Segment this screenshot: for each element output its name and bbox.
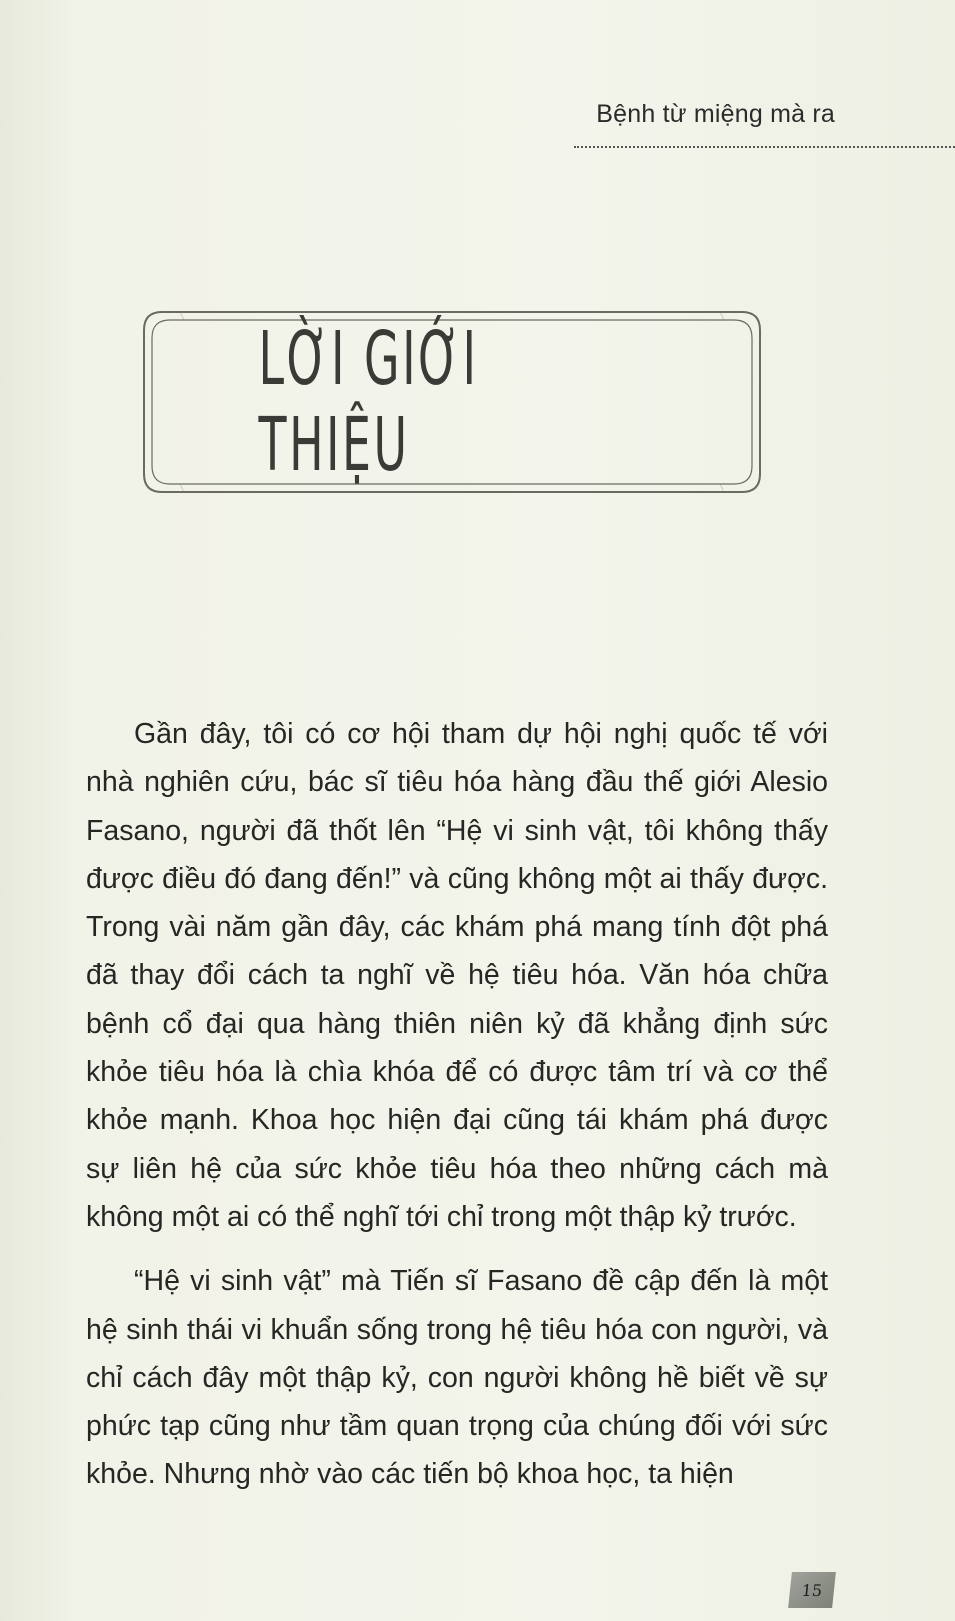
body-text xyxy=(86,710,828,1515)
chapter-title: LỜI GIỚI THIỆU xyxy=(258,316,479,488)
running-header: Bệnh từ miệng mà ra xyxy=(596,100,835,128)
title-frame xyxy=(140,308,764,496)
page-number: 15 xyxy=(788,1572,836,1608)
paragraph-2: “Hệ vi sinh vật” mà Tiến sĩ Fasano đề cập đến là một hệ sinh thái vi khuẩn sống trong hệ tiêu hóa con người, và chỉ cách đây một thập kỷ, con người không hề biết về sự phức tạp cũng như tầm quan trọng của chúng đối với sức khỏe. Nhưng nhờ vào các tiến bộ khoa học, ta hiện xyxy=(86,1265,828,1491)
paragraph-1: Gần đây, tôi có cơ hội tham dự hội nghị quốc tế với nhà nghiên cứu, bác sĩ tiêu hóa hàng đầu thế giới Alesio Fasano, người đã thốt lên “Hệ vi sinh vật, tôi không thấy được điều đó đang đến!” và cũng không một ai thấy được. Trong vài năm gần đây, các khám phá mang tính đột phá đã thay đổi cách ta nghĩ về hệ tiêu hóa. Văn hóa chữa bệnh cổ đại qua hàng thiên niên kỷ đã khẳng định sức khỏe tiêu hóa là chìa khóa để có được tâm trí và cơ thể khỏe mạnh. Khoa học hiện đại cũng tái khám phá được sự liên hệ của sức khỏe tiêu hóa theo những cách mà không một ai có thể nghĩ tới chỉ trong một thập kỷ trước. xyxy=(86,718,828,1233)
header-rule xyxy=(574,146,955,148)
